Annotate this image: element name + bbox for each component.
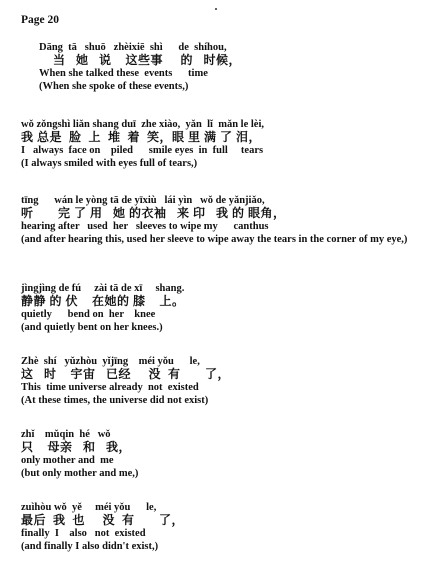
translation-line: (When she spoke of these events,) xyxy=(39,81,189,92)
gloss-line: quietly bend on her knee xyxy=(21,309,156,320)
stanza-3 xyxy=(21,194,416,246)
translation-line: (and quietly bent on her knees.) xyxy=(21,322,163,333)
stanza-6 xyxy=(21,428,416,480)
pinyin-line: Zhè shí yǔzhòu yǐjīng méi yǒu le, xyxy=(21,356,200,367)
translation-line: (but only mother and me,) xyxy=(21,468,139,479)
pinyin-line: tīng wán le yòng tā de yīxiù lái yìn wǒ de yǎnjiǎo, xyxy=(21,195,265,206)
pinyin-line: zuìhòu wǒ yě méi yǒu le, xyxy=(21,502,157,513)
gloss-line: I always face on piled smile eyes in full tears xyxy=(21,145,264,156)
translation-line: (and after hearing this, used her sleeve to wipe away the tears in the corner of my eye,) xyxy=(21,234,408,245)
stray-dot xyxy=(215,8,217,10)
gloss-line: When she talked these events time xyxy=(39,68,208,79)
hanzi-line: 静静 的 伏 在她的 膝 上。 xyxy=(21,294,185,308)
gloss-line: hearing after used her sleeves to wipe my canthus xyxy=(21,221,269,232)
translation-line: (At these times, the universe did not exist) xyxy=(21,395,209,406)
hanzi-line: 听 完 了 用 她 的衣袖 来 印 我 的 眼角， xyxy=(21,206,286,220)
hanzi-line: 这 时 宇宙 已经 没 有 了， xyxy=(21,367,231,381)
stanza-1 xyxy=(21,41,416,93)
stanza-7 xyxy=(21,501,416,553)
pinyin-line: Dāng tā shuō zhèixiē shì de shíhou, xyxy=(39,42,227,53)
pinyin-line: wǒ zǒngshì liǎn shang duī zhe xiào, yǎn lǐ mǎn le lèi, xyxy=(21,119,264,130)
translation-line: (I always smiled with eyes full of tears,) xyxy=(21,158,198,169)
translation-line: (and finally I also didn't exist,) xyxy=(21,541,159,552)
gloss-line: only mother and me xyxy=(21,455,114,466)
page-number: Page 20 xyxy=(21,14,60,26)
hanzi-line: 最后 我 也 没 有 了， xyxy=(21,513,185,527)
pinyin-line: zhǐ mǔqin hé wǒ xyxy=(21,429,111,440)
hanzi-line: 只 母亲 和 我， xyxy=(21,440,132,454)
gloss-line: This time universe already not existed xyxy=(21,382,199,393)
stanza-5 xyxy=(21,355,416,407)
hanzi-line: 我 总是 脸 上 堆 着 笑，眼 里 满 了 泪， xyxy=(21,130,262,144)
pinyin-line: jìngjìng de fú zài tā de xī shang. xyxy=(21,283,185,294)
stanza-4 xyxy=(21,282,416,334)
hanzi-line: 当 她 说 这些事 的 时候， xyxy=(53,53,242,67)
gloss-line: finally I also not existed xyxy=(21,528,146,539)
stanza-2 xyxy=(21,118,416,170)
